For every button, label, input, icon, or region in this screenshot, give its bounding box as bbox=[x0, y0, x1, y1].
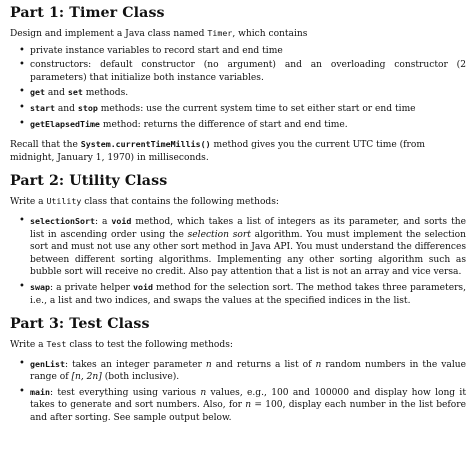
part2-list bbox=[10, 215, 466, 307]
list-item: • private instance variables to record start and end time bbox=[30, 45, 466, 58]
list-item: • genList: takes an integer parameter n and returns a list of n random numbers in the value range of [n, 2n] (both inclusive). bbox=[30, 358, 466, 384]
list-item: • selectionSort: a void method, which takes a list of integers as its parameter, and sorts the list in ascending order using the selection sort algorithm. You must implement the selection sort and must not use any other sort method in Java API. You must understand the differences between different sorting algorithms. Implementing any other sorting algorithm such as bubble sort will receive no credit. Also pay attention that a list is not an array and vice versa. bbox=[30, 215, 466, 279]
part3-heading: Part 3: Test Class bbox=[10, 316, 150, 333]
part1-heading: Part 1: Timer Class bbox=[10, 5, 165, 21]
part1-list bbox=[10, 45, 466, 132]
list-item: • get and set methods. bbox=[30, 86, 466, 100]
part2-intro: Write a Utility class that contains the following methods: bbox=[10, 196, 279, 208]
part2-section bbox=[10, 173, 466, 307]
list-item: • getElapsedTime method: returns the difference of start and end time. bbox=[30, 118, 466, 132]
list-item: • constructors: default constructor (no argument) and an overloading constructor (2 parameters) that initialize both instance variables. bbox=[30, 59, 466, 84]
part1-intro: Design and implement a Java class named Timer, which contains bbox=[10, 28, 308, 39]
list-item: • main: test everything using various n values, e.g., 100 and 100000 and display how long it takes to generate and sort numbers. Also, for n = 100, display each number in the list before and after sorting. See sample output below. bbox=[30, 386, 466, 425]
part3-intro: Write a Test class to test the following methods: bbox=[10, 339, 233, 351]
part3-section bbox=[10, 316, 466, 425]
list-item: • start and stop methods: use the current system time to set either start or end time bbox=[30, 102, 466, 116]
part1-section bbox=[10, 5, 466, 164]
list-item: • swap: a private helper void method for the selection sort. The method takes three parameters, i.e., a list and two indices, and swaps the values at the specified indices in the list. bbox=[30, 281, 466, 307]
part1-recall: Recall that the System.currentTimeMillis() method gives you the current UTC time (from midnight, January 1, 1970) in milliseconds. bbox=[10, 139, 425, 163]
part2-heading: Part 2: Utility Class bbox=[10, 173, 168, 190]
part3-list bbox=[10, 358, 466, 425]
